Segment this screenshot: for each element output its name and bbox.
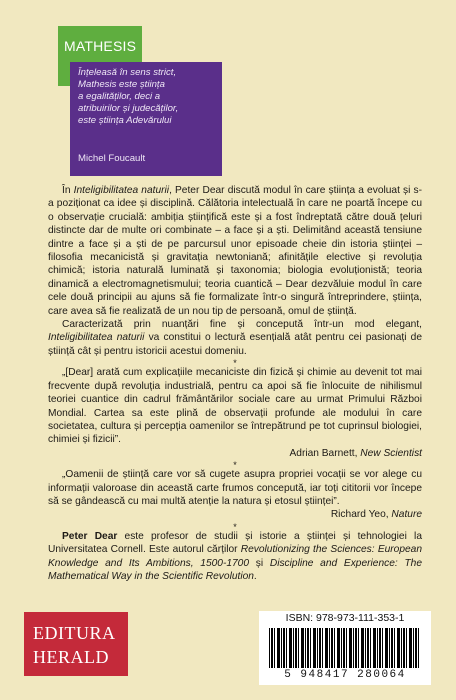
text-run: , Peter Dear discută modul în care știința a evoluat și s-a poziționat ca idee și disciplină. Călătoria intelectuală în care ne poartă începe cu o observație crucială: ambiția științifică este și a fost îndreptată către două țeluri distincte dar de multe ori combinate – a face și a ști. Delimitând această tensiune dintre a face și a ști de pe parcursul unor episoade cheie din istoria științei – filosofia mecanicistă și gravitația newtoniană; afinitățile elective și revoluția chimică; istoria naturală luminată și taxonomia; biologia evoluționistă; teoria dinamică a electromagnetismului; teoria cuantică – Dear dezvăluie modul în care cele două principii au ajuns să fie formalizate într-o singură întreprindere, știința, care avea să fie realizată de un nou tip de persoană, omul de știință.	[48, 185, 422, 317]
publisher-line-1: EDITURA	[33, 623, 116, 643]
series-title: MATHESIS	[64, 38, 137, 54]
review-attribution-1	[48, 447, 422, 460]
review-quote-1: „[Dear] arată cum explicațiile mecaniciste din fizică și chimie au devenit tot mai frecvente după revoluția industrială, pentru ca apoi să fie înlocuite de nihilismul teoriei cuantice din cadrul frământărilor sociale care au urmat Primului Război Mondial. Cartea sa este plină de observații profunde ale modului în care societatea, cultura și percepția oamenilor se întrepătrund pe tot cuprinsul biologiei, chimiei și fizicii”.	[48, 367, 422, 446]
isbn-text: ISBN: 978-973-111-353-1	[285, 612, 405, 624]
series-quote-line: a egalităților, deci a	[78, 91, 161, 102]
series-quote-line: atribuirilor și judecăților,	[78, 103, 179, 114]
text-run: În	[62, 185, 74, 196]
text-run: .	[253, 570, 257, 582]
series-quote-line: este știința Adevărului	[78, 115, 172, 126]
text-run: Caracterizată prin nuanțări fine și concepută într-un mod elegant,	[62, 319, 422, 331]
series-quote	[78, 67, 222, 127]
book-title: Inteligibilitatea naturii	[73, 185, 170, 196]
author-bio	[48, 530, 422, 584]
review-source: New Scientist	[360, 447, 422, 459]
text-run: și	[249, 557, 270, 569]
separator-star: *	[233, 358, 237, 369]
book-title: Discipline and Experience: The Mathematical Way in the Scientific Revolution	[48, 557, 422, 582]
review-attribution-2	[48, 508, 422, 521]
blurb	[48, 184, 422, 583]
author-name: Peter Dear	[62, 530, 118, 542]
text-run: este profesor de studii și istorie a științei și tehnologiei la Universitatea Cornell. Este autorul cărților	[48, 530, 422, 556]
series-quote-line: Înțeleasă în sens strict,	[78, 67, 177, 78]
barcode-icon	[269, 628, 421, 668]
text-run: va constitui o lectură esențială atât pentru cei pasionați de știință cât și pentru istoricii acestui domeniu.	[48, 332, 422, 357]
series-quote-line: Mathesis este știința	[78, 79, 165, 90]
review-quote-2: „Oamenii de știință care vor să cugete asupra propriei vocații se vor alege cu informații valoroase din această carte frumos concepută, iar toți cititorii vor începe să se gândească cu mai multă atenție la natura și etosul științei”.	[48, 469, 422, 507]
book-title: Revolutionizing the Sciences: European Knowledge and Its Ambitions, 1500-1700	[48, 544, 423, 569]
reviewer-name: Adrian Barnett,	[289, 447, 361, 459]
separator-star: *	[233, 460, 237, 471]
blurb-paragraph-2	[48, 318, 422, 358]
ean-digits: 5 948417 280064	[284, 669, 406, 681]
separator-star: *	[233, 521, 237, 532]
series-quote-box	[70, 62, 222, 176]
publisher-line-2: HERALD	[33, 647, 109, 667]
series-quote-author: Michel Foucault	[78, 153, 146, 164]
reviewer-name: Richard Yeo,	[330, 509, 392, 521]
barcode-label	[259, 611, 431, 685]
blurb-paragraph-1	[48, 184, 422, 318]
review-source: Nature	[391, 509, 422, 521]
publisher-logo	[24, 612, 128, 676]
book-title: Inteligibilitatea naturii	[48, 332, 145, 344]
